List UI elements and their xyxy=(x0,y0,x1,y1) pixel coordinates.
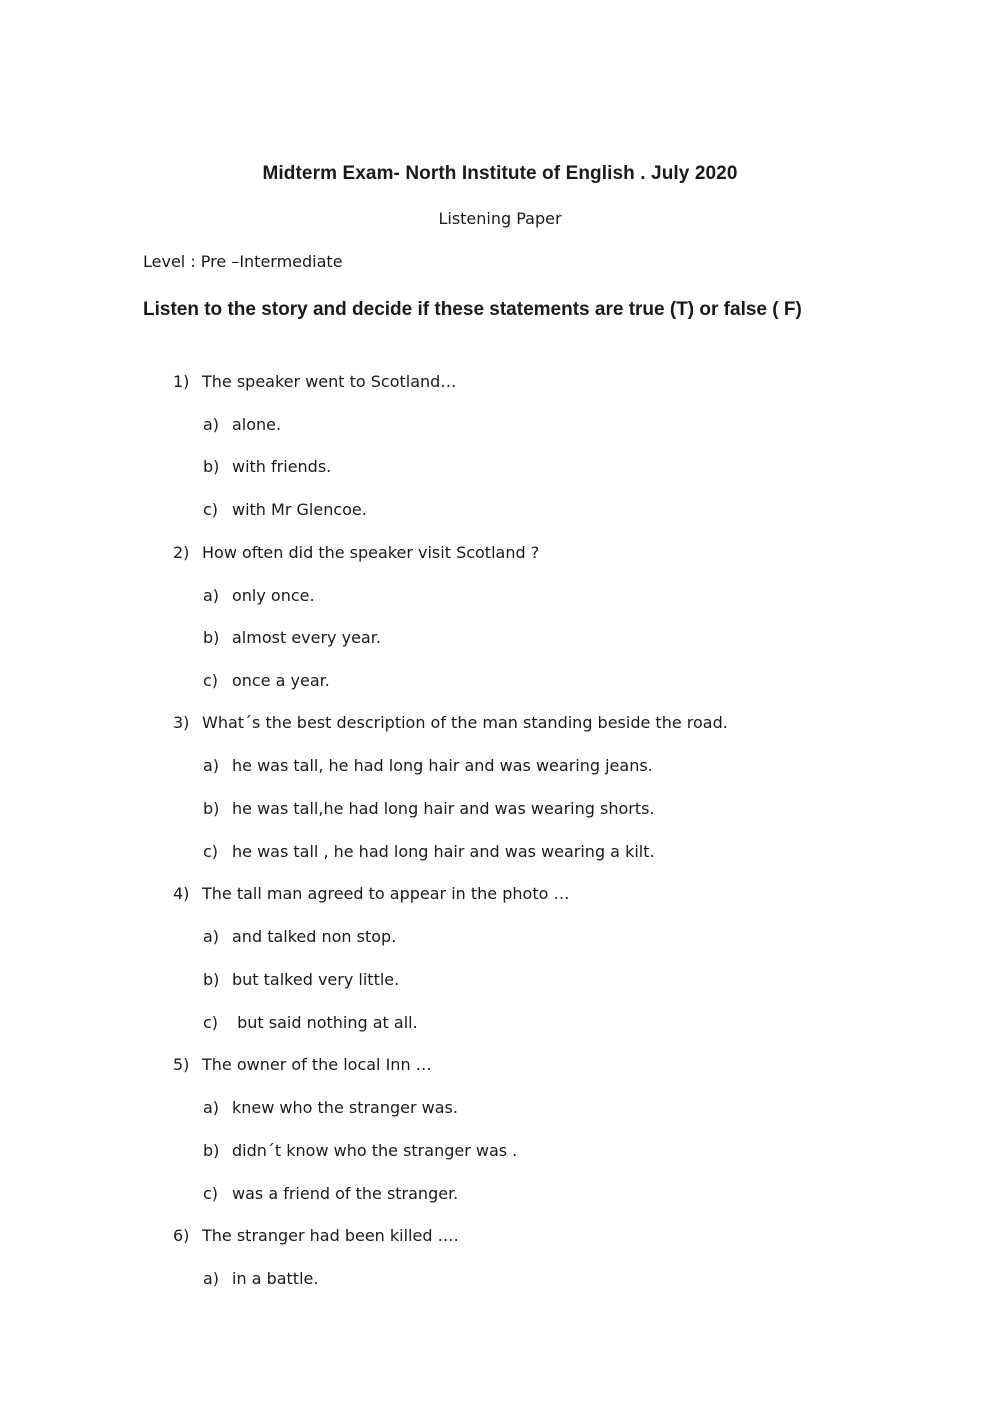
option-text: but talked very little. xyxy=(232,970,400,989)
question-text: How often did the speaker visit Scotland ? xyxy=(202,543,540,562)
option-letter: c) xyxy=(203,842,219,861)
option-letter: a) xyxy=(203,1098,220,1117)
option-letter: c) xyxy=(203,500,219,519)
question-2 xyxy=(173,543,539,562)
question-6 xyxy=(173,1226,459,1245)
question-number: 5) xyxy=(173,1055,190,1074)
question-5 xyxy=(173,1055,432,1074)
option-text: he was tall , he had long hair and was wearing a kilt. xyxy=(232,842,655,861)
question-number: 3) xyxy=(173,713,190,732)
question-number: 4) xyxy=(173,884,190,903)
question-3 xyxy=(173,713,728,732)
question-text: What´s the best description of the man standing beside the road. xyxy=(202,713,728,732)
question-5-option-a xyxy=(203,1098,458,1117)
option-text: in a battle. xyxy=(232,1269,319,1288)
question-5-option-c xyxy=(203,1184,458,1203)
question-1-option-c xyxy=(203,500,367,519)
option-letter: a) xyxy=(203,586,220,605)
question-text: The speaker went to Scotland… xyxy=(202,372,457,391)
question-number: 2) xyxy=(173,543,190,562)
paper-subtitle: Listening Paper xyxy=(438,209,562,228)
option-text: once a year. xyxy=(232,671,330,690)
option-letter: b) xyxy=(203,628,220,647)
question-1 xyxy=(173,372,456,391)
question-1-option-b xyxy=(203,457,331,476)
option-text: knew who the stranger was. xyxy=(232,1098,458,1117)
option-text: he was tall, he had long hair and was wearing jeans. xyxy=(232,756,653,775)
option-letter: c) xyxy=(203,1184,219,1203)
instruction-heading: Listen to the story and decide if these statements are true (T) or false ( F) xyxy=(143,299,802,320)
option-text: alone. xyxy=(232,415,282,434)
question-2-option-b xyxy=(203,628,381,647)
question-4-option-a xyxy=(203,927,396,946)
option-text: but said nothing at all. xyxy=(232,1013,418,1032)
question-4-option-b xyxy=(203,970,399,989)
question-2-option-a xyxy=(203,586,315,605)
question-number: 1) xyxy=(173,372,190,391)
option-letter: b) xyxy=(203,457,220,476)
question-2-option-c xyxy=(203,671,330,690)
question-6-option-a xyxy=(203,1269,318,1288)
question-number: 6) xyxy=(173,1226,190,1245)
option-letter: b) xyxy=(203,799,220,818)
option-letter: a) xyxy=(203,756,220,775)
option-letter: b) xyxy=(203,1141,220,1160)
option-letter: a) xyxy=(203,927,220,946)
level-label: Level : Pre –Intermediate xyxy=(143,252,343,271)
question-5-option-b xyxy=(203,1141,517,1160)
question-3-option-a xyxy=(203,756,653,775)
option-letter: a) xyxy=(203,1269,220,1288)
option-text: only once. xyxy=(232,586,315,605)
option-text: was a friend of the stranger. xyxy=(232,1184,459,1203)
option-text: didn´t know who the stranger was . xyxy=(232,1141,518,1160)
question-3-option-b xyxy=(203,799,655,818)
option-text: almost every year. xyxy=(232,628,381,647)
question-text: The stranger had been killed …. xyxy=(202,1226,459,1245)
option-text: he was tall,he had long hair and was wearing shorts. xyxy=(232,799,655,818)
option-letter: b) xyxy=(203,970,220,989)
question-text: The tall man agreed to appear in the photo … xyxy=(202,884,570,903)
question-text: The owner of the local Inn … xyxy=(202,1055,432,1074)
option-text: with friends. xyxy=(232,457,332,476)
option-letter: c) xyxy=(203,1013,219,1032)
option-letter: c) xyxy=(203,671,219,690)
question-4-option-c xyxy=(203,1013,418,1032)
question-4 xyxy=(173,884,569,903)
question-1-option-a xyxy=(203,415,281,434)
option-letter: a) xyxy=(203,415,220,434)
question-3-option-c xyxy=(203,842,655,861)
option-text: with Mr Glencoe. xyxy=(232,500,367,519)
option-text: and talked non stop. xyxy=(232,927,397,946)
exam-title: Midterm Exam- North Institute of English . July 2020 xyxy=(262,163,738,184)
